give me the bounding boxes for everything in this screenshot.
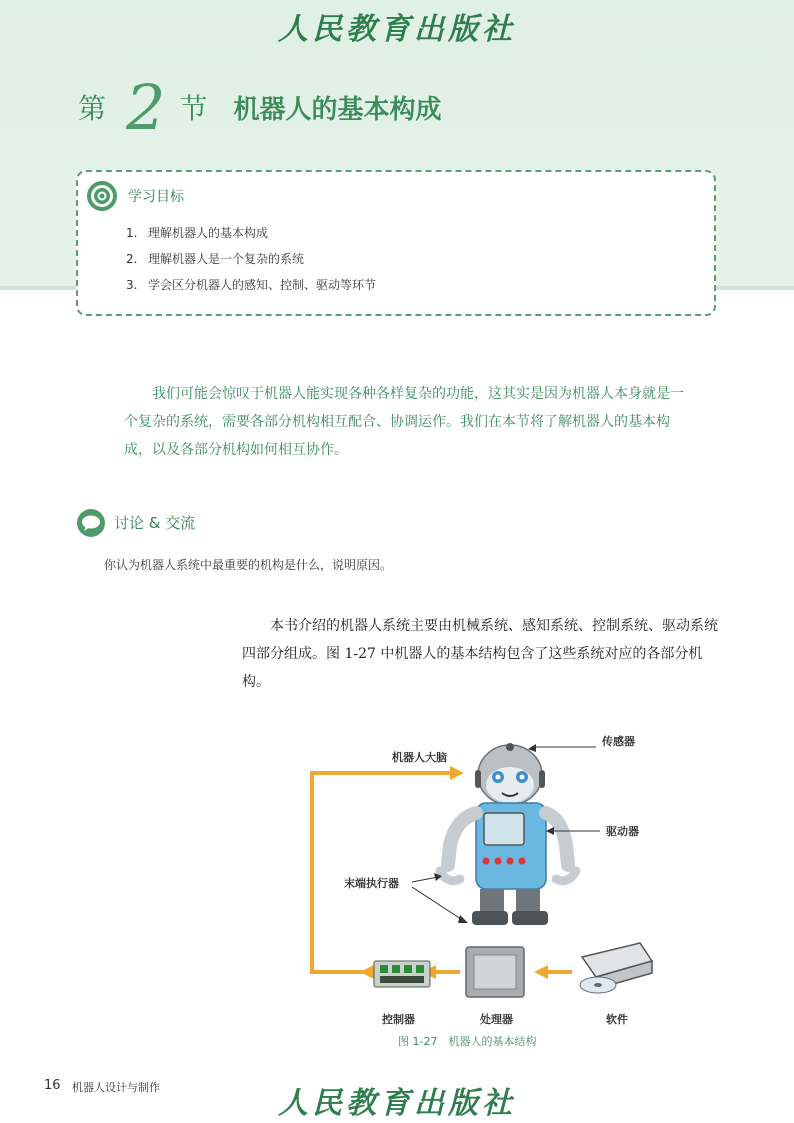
publisher-logo: 人民教育出版社 (278, 12, 516, 47)
section-number: 2 (126, 70, 166, 144)
section-title: 机器人的基本构成 (233, 94, 442, 125)
footer-publisher-logo: 人民教育出版社 (278, 1086, 516, 1121)
intro-paragraph: 我们可能会惊叹于机器人能实现各种各样复杂的功能，这其实是因为机器人本身就是一个复杂的系统，需要各部分机构相互配合、协调运作。我们在本节将了解机器人的基本构成，以及各部分机构如何相互协作。 (124, 386, 684, 458)
section-suffix: 节 (179, 92, 208, 125)
speech-bubble-icon (76, 508, 106, 538)
learning-goals-box (76, 170, 716, 316)
body-paragraph: 本书介绍的机器人系统主要由机械系统、感知系统、控制系统、驱动系统四部分组成。图 1-27 中机器人的基本结构包含了这些系统对应的各部分机构。 (242, 618, 718, 690)
discussion-question: 你认为机器人系统中最重要的机构是什么，说明原因。 (104, 558, 393, 572)
robot-structure-figure (300, 725, 670, 1035)
learning-goals-list (126, 224, 376, 302)
discussion-title: 讨论 & 交流 (114, 514, 196, 532)
processor-chip (466, 947, 524, 997)
disc-drive (580, 943, 652, 993)
page-number: 16 (44, 1078, 61, 1093)
label-software: 软件 (606, 1013, 628, 1026)
label-end-effector: 末端执行器 (344, 877, 399, 890)
figure-caption: 图 1-27 机器人的基本结构 (398, 1035, 537, 1048)
controller-board (374, 961, 430, 987)
goal-item: 1. 理解机器人的基本构成 (126, 226, 269, 240)
label-processor: 处理器 (480, 1013, 513, 1026)
label-controller: 控制器 (382, 1013, 415, 1026)
label-actuator: 驱动器 (606, 825, 639, 838)
robot-head (475, 743, 545, 805)
label-robot-brain: 机器人大脑 (392, 751, 447, 764)
label-sensor: 传感器 (602, 735, 635, 748)
book-title: 机器人设计与制作 (72, 1081, 160, 1094)
learning-goals-title: 学习目标 (128, 189, 184, 205)
goal-item: 2. 理解机器人是一个复杂的系统 (126, 252, 305, 266)
section-prefix: 第 (78, 92, 107, 125)
goal-item: 3. 学会区分机器人的感知、控制、驱动等环节 (126, 278, 377, 292)
robot-body (440, 803, 576, 925)
target-icon (86, 180, 118, 212)
section-heading (78, 72, 442, 142)
